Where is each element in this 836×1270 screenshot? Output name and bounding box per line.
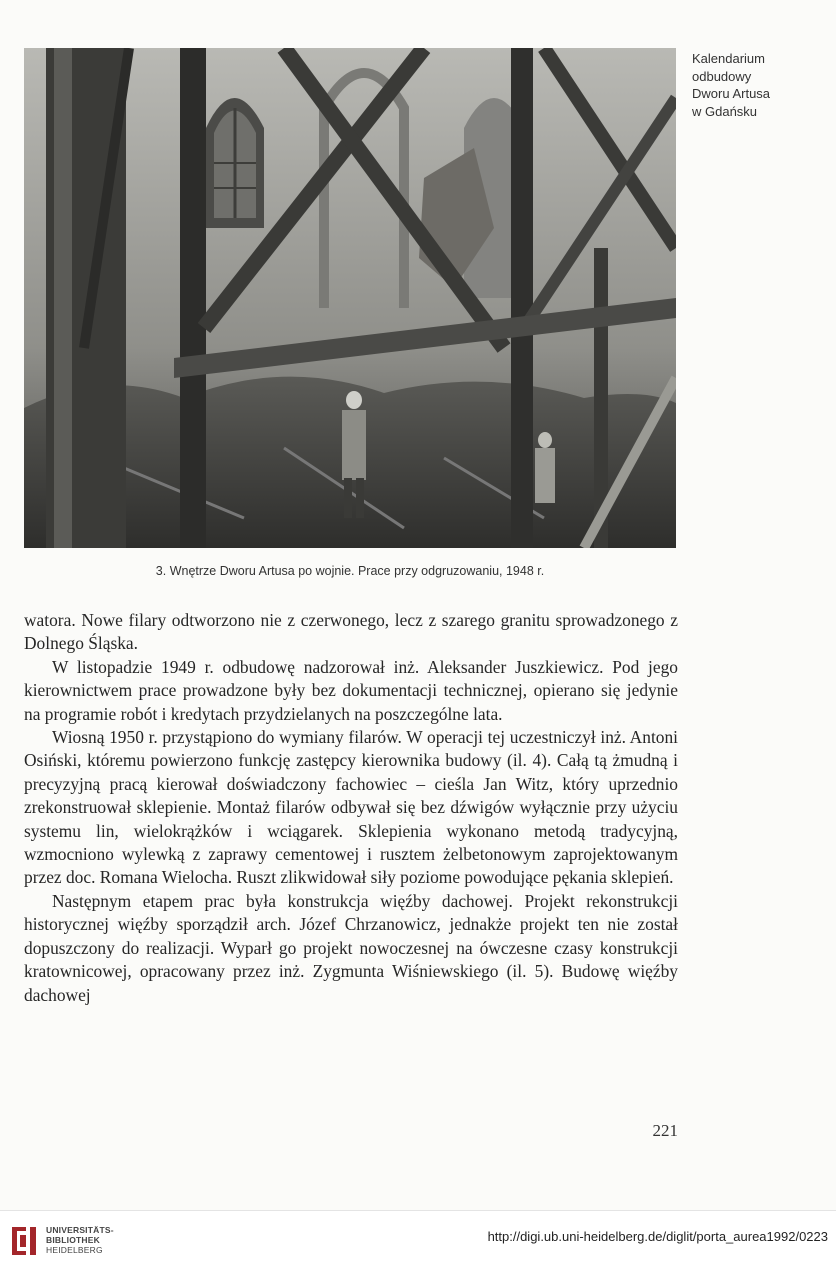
- paragraph: Wiosną 1950 r. przystąpiono do wymiany filarów. W operacji tej uczestniczył inż. Antoni Osiński, któremu powierzono funkcję zastępcy kierownika budowy (il. 4). Całą tą żmudną i precyzyjną pracą kierował doświadczony fachowiec – cieśla Jan Witz, który uprzednio zrekonstruował sklepienie. Montaż filarów odbywał się bez dźwigów wyłącznie przy użyciu systemu lin, wielokrążków i wciągarek. Sklepienia wykonano metodą tradycyjną, wzmocniono wylewką z zaprawy cementowej i rusztem żelbetonowym zaprojektowanym przez doc. Romana Wielocha. Ruszt zlikwidował siły poziome powodujące pękania sklepień.: [24, 727, 678, 888]
- library-logo-text: [46, 1225, 114, 1255]
- photo-caption: 3. Wnętrze Dworu Artusa po wojnie. Prace przy odgruzowaniu, 1948 r.: [155, 564, 545, 578]
- historic-photograph: [24, 48, 676, 548]
- paragraph: Następnym etapem prac była konstrukcja więźby dachowej. Projekt rekonstrukcji historycznej więźby sporządził arch. Józef Chrzanowicz, jednakże projekt ten nie został dopuszczony do realizacji. Wyparł go projekt nowoczesnej na ówczesne czasy konstrukcji kratownicowej, opracowany przez inż. Zygmunta Wiśniewskiego (il. 5). Budowę więźby dachowej: [24, 890, 678, 1005]
- source-url-link[interactable]: http://digi.ub.uni-heidelberg.de/diglit/porta_aurea1992/0223: [487, 1229, 828, 1244]
- paragraph: watora. Nowe filary odtworzono nie z czerwonego, lecz z szarego granitu sprowadzonego z Dolnego Śląska.: [24, 610, 678, 654]
- paragraph: W listopadzie 1949 r. odbudowę nadzorował inż. Aleksander Juszkiewicz. Pod jego kierownictwem prace prowadzone były bez dokumentacji technicznej, opierano się jedynie na programie robót i kredytach przydzielanych na poszczególne lata.: [24, 656, 678, 724]
- page-number: 221: [652, 1121, 678, 1140]
- logo-line: BIBLIOTHEK: [46, 1235, 100, 1245]
- margin-note-line: Kalendarium: [692, 51, 765, 66]
- margin-note: [692, 50, 827, 120]
- logo-line: HEIDELBERG: [46, 1245, 103, 1255]
- margin-note-line: Dworu Artusa: [692, 86, 771, 102]
- body-text: [24, 609, 678, 1007]
- library-logo-icon: [8, 1223, 40, 1259]
- logo-line: UNIVERSITÄTS-: [46, 1225, 114, 1235]
- margin-note-line: odbudowy: [692, 68, 752, 84]
- footer-bar: [0, 1210, 836, 1270]
- photo-illustration: [24, 48, 676, 548]
- margin-note-line: w Gdańsku: [692, 103, 758, 119]
